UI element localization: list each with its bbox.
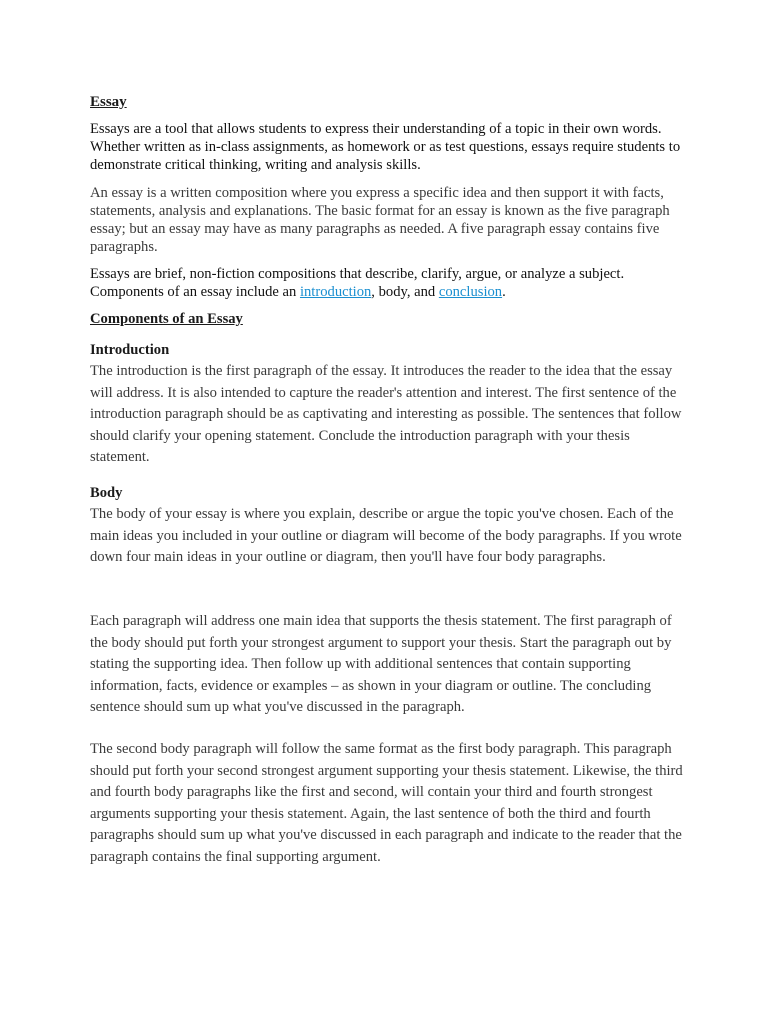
body-paragraph-3: The second body paragraph will follow the same format as the first body paragraph. This paragraph should put forth your second strongest argument supporting your thesis statement. Likewise, the third and fourth body paragraphs like the first and second, will contain your third and fourth strongest arguments supporting your thesis statement. Again, the last sentence of both the third and fourth paragraphs should sum up what you've discussed in each paragraph and indicate to the reader that the paragraph contains the final supporting argument.: [90, 741, 683, 865]
body-paragraph-1: The body of your essay is where you explain, describe or argue the topic you've chosen. Each of the main ideas you included in your outline or diagram will become of the body paragraphs. If you wrote down four main ideas in your outline or diagram, then you'll have four body paragraphs.: [90, 506, 682, 565]
components-paragraph: [90, 265, 690, 301]
conclusion-link[interactable]: conclusion: [438, 284, 503, 300]
components-text-after: .: [502, 284, 506, 300]
intro-paragraph: Essays are a tool that allows students to express their understanding of a topic in their own words. Whether written as in-class assignments, as homework or as test questions, essays require students to demonstrate critical thinking, writing and analysis skills.: [90, 121, 681, 173]
body-paragraph-2: Each paragraph will address one main idea that supports the thesis statement. The first paragraph of the body should put forth your strongest argument to support your thesis. Start the paragraph out by stating the supporting idea. Then follow up with additional sentences that contain supporting information, facts, evidence or examples – as shown in your diagram or outline. The concluding sentence should sum up what you've discussed in the paragraph.: [90, 613, 672, 715]
introduction-link[interactable]: introduction: [299, 284, 372, 300]
components-text-before: Essays are brief, non-fiction compositions that describe, clarify, argue, or analyze a subject. Components of an essay include an: [90, 266, 625, 300]
components-text-middle: , body, and: [371, 284, 439, 300]
introduction-text: The introduction is the first paragraph of the essay. It introduces the reader to the idea that the essay will address. It is also intended to capture the reader's attention and interest. The first sentence of the introduction paragraph should be as captivating and interesting as possible. The sentences that follow should clarify your opening statement. Conclude the introduction paragraph with your thesis statement.: [90, 363, 682, 465]
components-heading: Components of an Essay: [90, 311, 243, 327]
introduction-heading: Introduction: [90, 342, 170, 358]
body-heading: Body: [90, 485, 123, 501]
definition-paragraph: An essay is a written composition where you express a specific idea and then support it with facts, statements, analysis and explanations. The basic format for an essay is known as the five paragraph essay; but an essay may have as many paragraphs as needed. A five paragraph essay contains five paragraphs.: [90, 185, 670, 255]
essay-title: Essay: [90, 94, 127, 110]
